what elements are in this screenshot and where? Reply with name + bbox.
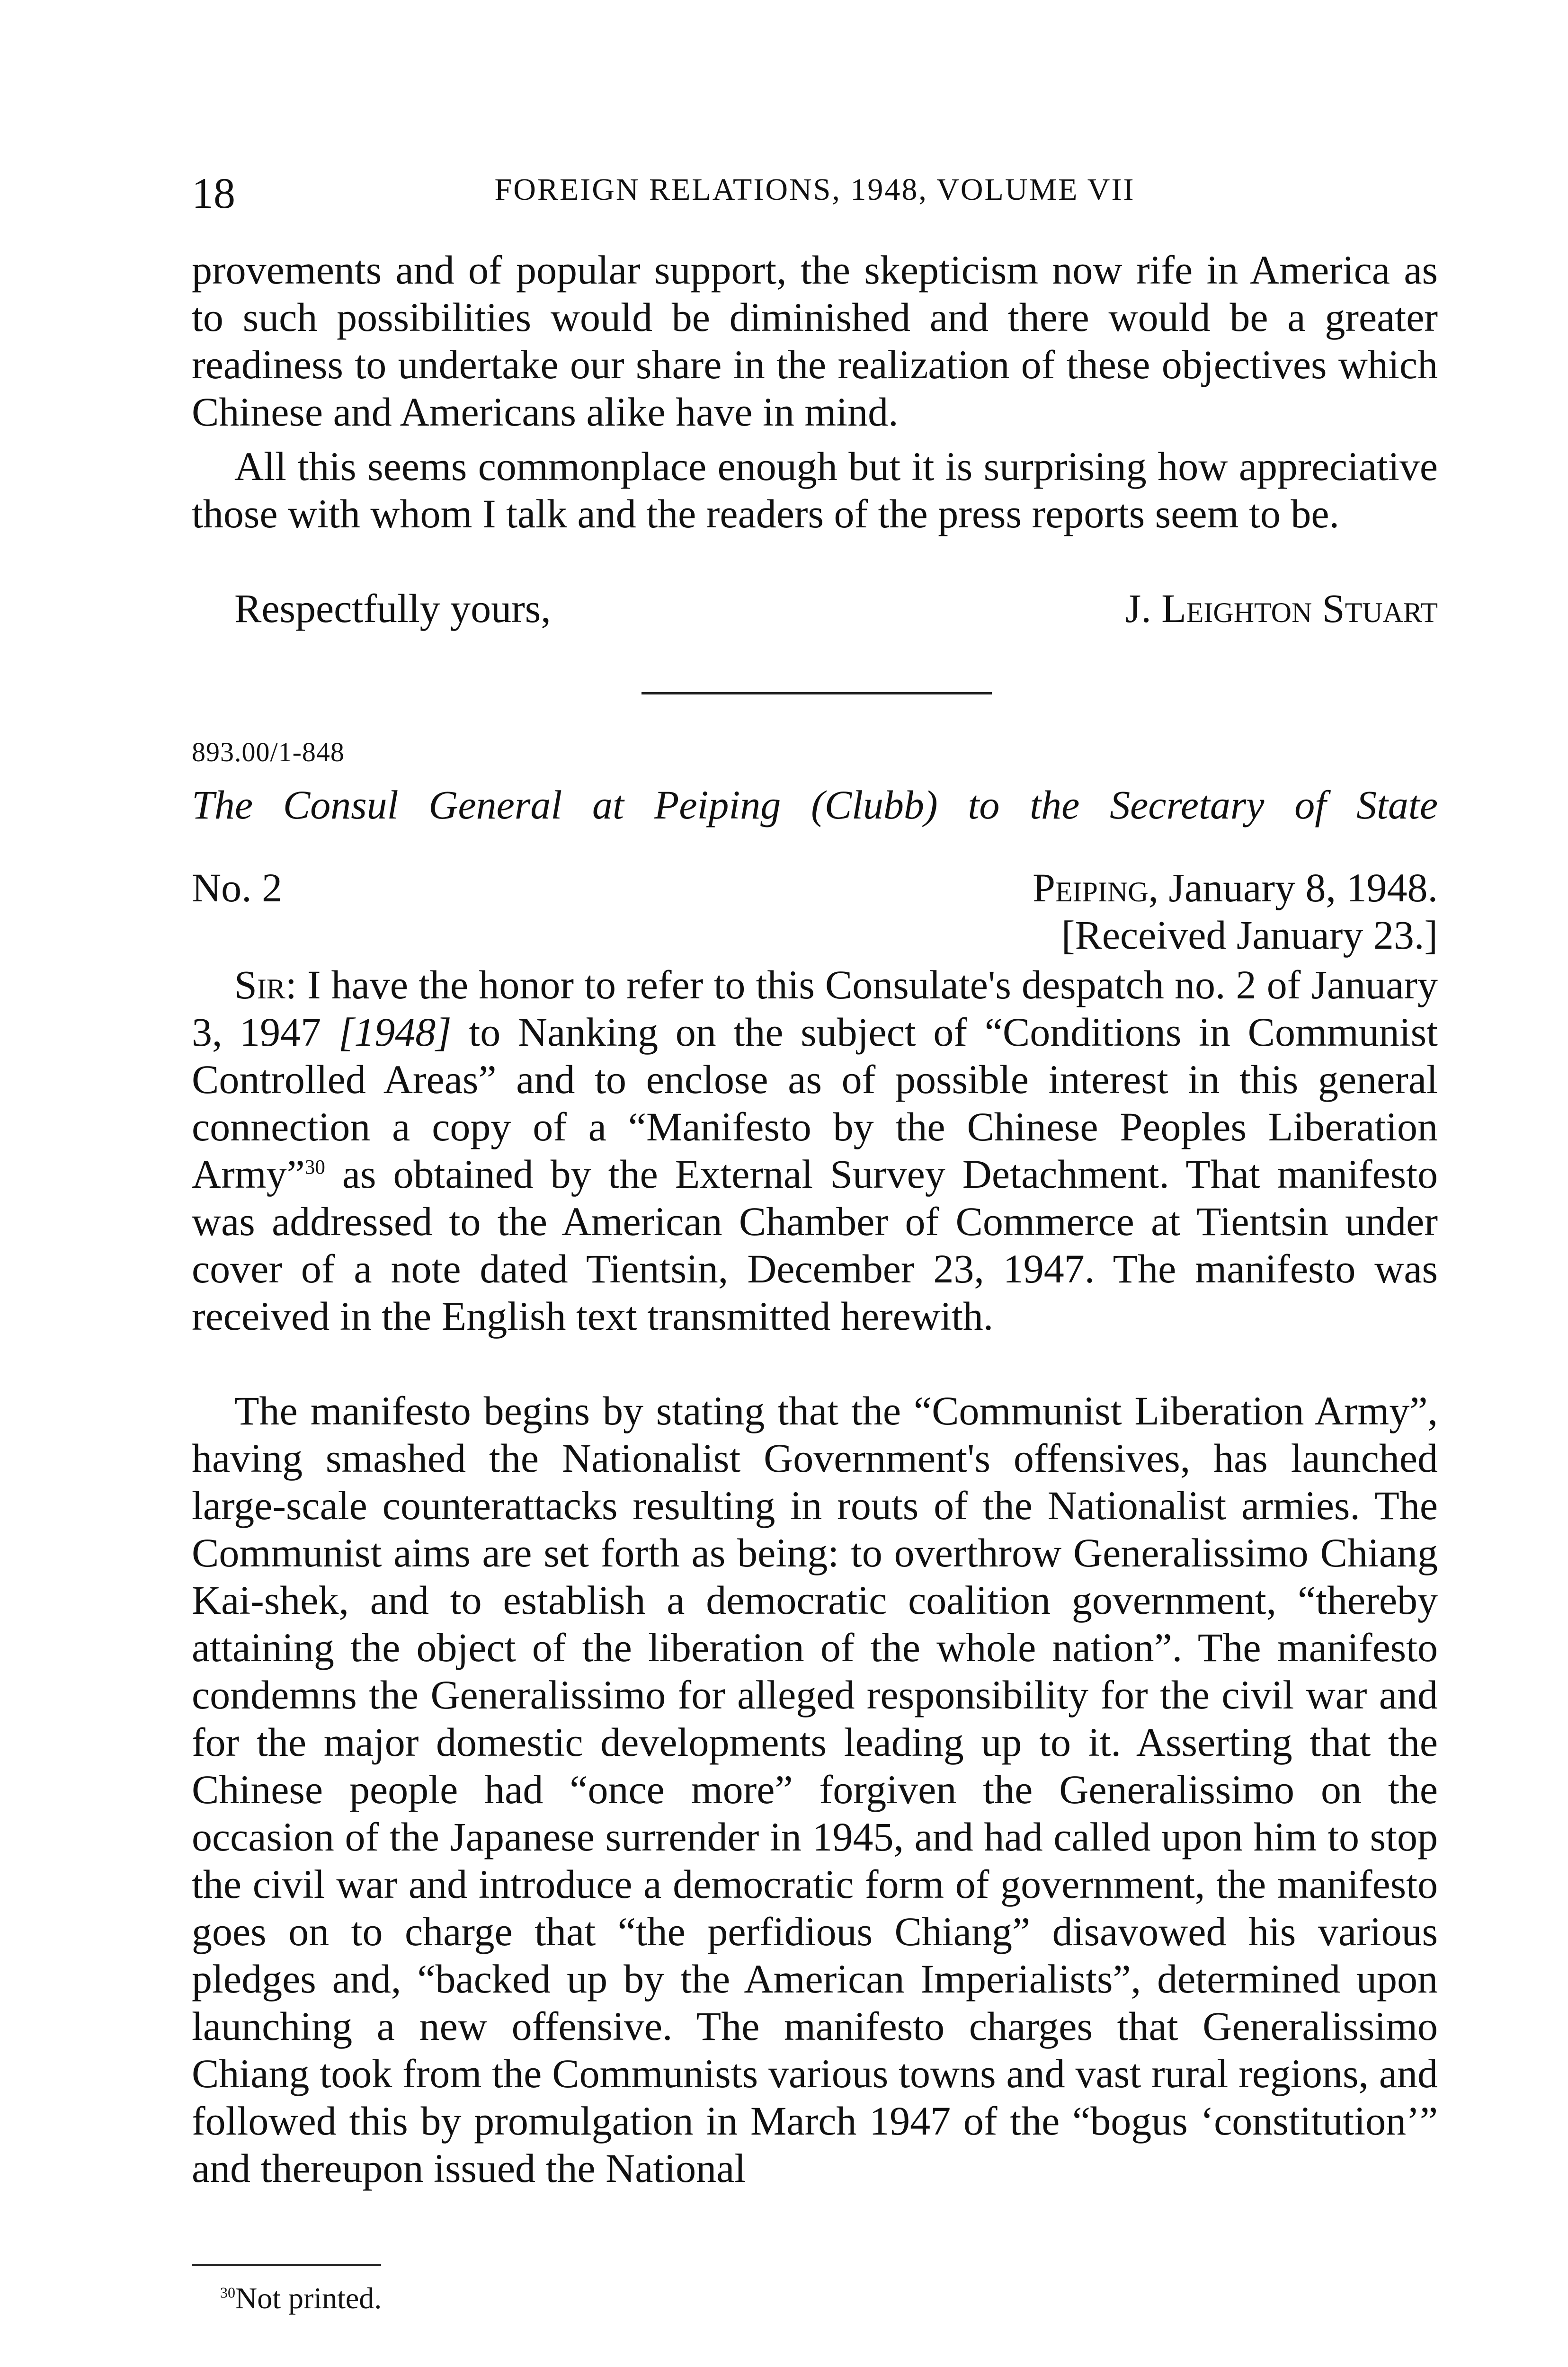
paragraph: All this seems commonplace enough but it is surprising how appreciative those with whom I talk and the readers of the press reports seem to be. bbox=[192, 444, 1438, 536]
footnote-text: Not printed. bbox=[235, 2281, 382, 2315]
text-run: : I have the honor to refer to this Consulate's despatch no. 2 of January 3, 1947 bbox=[192, 962, 1438, 1055]
file-number: 893.00/1-848 bbox=[192, 737, 345, 767]
paragraph: The manifesto begins by stating that the “Communist Liberation Army”, having smashed the Nationalist Government's offensives, has launched large-scale counterattacks resulting in routs of the Nationalist armies. The Communist aims are set forth as being: to overthrow Generalissimo Chiang Kai-shek, and to establish a democratic coalition government, “thereby attaining the object of the liberation of the whole nation”. The manifesto condemns the Generalissimo for alleged responsibility for the civil war and for the major domestic developments leading up to it. Asserting that the Chinese people had “once more” forgiven the Generalissimo on the occasion of the Japanese surrender in 1945, and had called upon him to stop the civil war and introduce a democratic form of government, the manifesto goes on to charge that “the perfidious Chiang” disavowed his various pledges and, “backed up by the American Imperialists”, determined upon launching a new offensive. The manifesto charges that Generalissimo Chiang took from the Communists various towns and vast rural regions, and followed this by promulgation in March 1947 of the “bogus ‘constitution’” and thereupon issued the National bbox=[192, 1388, 1438, 2191]
section-divider bbox=[641, 692, 992, 694]
letter-continuation bbox=[192, 246, 1438, 436]
page-header bbox=[192, 168, 1438, 220]
footnote-rule bbox=[192, 2264, 381, 2266]
footnote bbox=[192, 2279, 1438, 2317]
salutation: Sir bbox=[234, 962, 285, 1007]
footnote-number: 30 bbox=[220, 2284, 235, 2301]
place: Peiping bbox=[1033, 865, 1149, 910]
document-number: No. 2 bbox=[192, 865, 283, 910]
page-number: 18 bbox=[192, 169, 235, 217]
text-run: to Nanking on the subject of “Conditions in Communist Controlled Areas” and to enclose as of possible interest in this general connection a copy of a “Manifesto by the Chinese Peoples Liberation Army” bbox=[192, 1009, 1438, 1197]
running-title: FOREIGN RELATIONS, 1948, VOLUME VII bbox=[494, 172, 1135, 207]
date-correction: [1948] bbox=[338, 1009, 452, 1055]
footnote-reference: 30 bbox=[304, 1156, 325, 1179]
document-dateline bbox=[192, 864, 1438, 911]
signature-line bbox=[192, 585, 1438, 632]
paragraph: provements and of popular support, the skepticism now rife in America as to such possibilities would be diminished and there would be a greater readiness to undertake our share in the realization of these objectives which Chinese and Americans alike have in mind. bbox=[192, 247, 1438, 435]
closing: Respectfully yours, bbox=[234, 586, 551, 631]
date: , January 8, 1948. bbox=[1148, 865, 1438, 910]
body-paragraph-1 bbox=[192, 961, 1438, 1340]
paragraph bbox=[192, 961, 1438, 1340]
document-heading: The Consul General at Peiping (Clubb) to the Secretary of State bbox=[192, 782, 1438, 828]
signature: J. Leighton Stuart bbox=[1125, 586, 1438, 631]
dateline bbox=[1033, 864, 1438, 911]
body-paragraph-2 bbox=[192, 1387, 1438, 2192]
text-run: as obtained by the External Survey Detachment. That manifesto was addressed to the American Chamber of Commerce at Tientsin under cover of a note dated Tientsin, December 23, 1947. The manifesto was received in the English text transmitted herewith. bbox=[192, 1151, 1438, 1339]
received-date: [Received January 23.] bbox=[1061, 912, 1438, 958]
letter-closing-paragraph bbox=[192, 443, 1438, 537]
